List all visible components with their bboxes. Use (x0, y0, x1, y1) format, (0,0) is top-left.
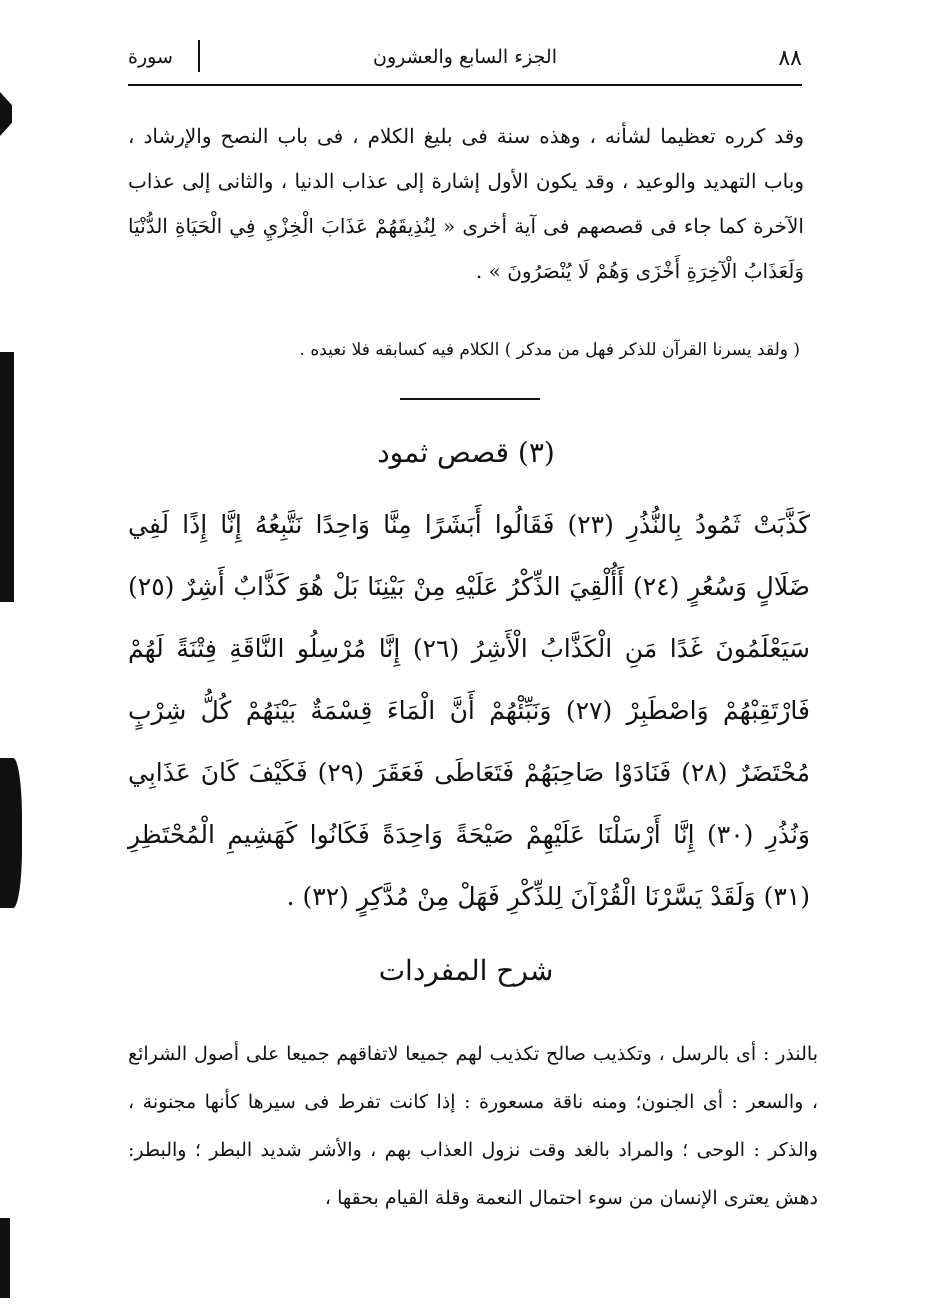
section-heading: (٣) قصص ثمود (377, 436, 555, 469)
vocabulary-paragraph: بالنذر : أى بالرسل ، وتكذيب صالح تكذيب لهم جميعا لاتفاقهم جميعا على أصول الشرائع ، والسعر : أى الجنون؛ ومنه ناقة مسعورة : إذا كانت تفرط فى سيرها كأنها مجنونة ، والذكر : الوحى ؛ والمراد بالغد وقت نزول العذاب بهم ، والأشر شديد البطر ؛ والبطر: دهش يعترى الإنسان من سوء احتمال النعمة وقلة القيام بحقها ، (128, 1043, 818, 1209)
header-rule (128, 84, 802, 86)
commentary-note: ( ولقد يسرنا القرآن للذكر فهل من مدكر ) الكلام فيه كسابقه فلا نعيده . (299, 340, 800, 360)
scan-edge-mark (0, 1218, 10, 1298)
vocabulary-heading: شرح المفردات (378, 954, 554, 987)
section-separator (400, 398, 540, 400)
header-bracket (198, 40, 204, 72)
page-header (128, 40, 802, 80)
scan-edge-mark (0, 758, 22, 908)
quran-verses: كَذَّبَتْ ثَمُودُ بِالنُّذُرِ (٢٣) فَقَالُوا أَبَشَرًا مِنَّا وَاحِدًا نَتَّبِعُهُ إِنَّا إِذًا لَفِي ضَلَالٍ وَسُعُرٍ (٢٤) أَأُلْقِيَ الذِّكْرُ عَلَيْهِ مِنْ بَيْنِنَا بَلْ هُوَ كَذَّابٌ أَشِرٌ (٢٥) سَيَعْلَمُونَ غَدًا مَنِ الْكَذَّابُ الْأَشِرُ (٢٦) إِنَّا مُرْسِلُو النَّاقَةِ فِتْنَةً لَهُمْ فَارْتَقِبْهُمْ وَاصْطَبِرْ (٢٧) وَنَبِّئْهُمْ أَنَّ الْمَاءَ قِسْمَةٌ بَيْنَهُمْ كُلُّ شِرْبٍ مُحْتَضَرٌ (٢٨) فَنَادَوْا صَاحِبَهُمْ فَتَعَاطَى فَعَقَرَ (٢٩) فَكَيْفَ كَانَ عَذَابِي وَنُذُرِ (٣٠) إِنَّا أَرْسَلْنَا عَلَيْهِمْ صَيْحَةً وَاحِدَةً فَكَانُوا كَهَشِيمِ الْمُحْتَظِرِ (٣١) وَلَقَدْ يَسَّرْنَا الْقُرْآنَ لِلذِّكْرِ فَهَلْ مِنْ مُدَّكِرٍ (٣٢) . (128, 510, 811, 911)
scan-edge-mark (0, 92, 12, 136)
running-title: الجزء السابع والعشرون (372, 46, 557, 68)
scan-edge-mark (0, 352, 14, 602)
commentary-paragraph: وقد كرره تعظيما لشأنه ، وهذه سنة فى بليغ الكلام ، فى باب النصح والإرشاد ، وباب التهديد والوعيد ، وقد يكون الأول إشارة إلى عذاب الدنيا ، والثانى إلى عذاب الآخرة كما جاء فى قصصهم فى آية أخرى « لِنُذِيقَهُمْ عَذَابَ الْخِزْيِ فِي الْحَيَاةِ الدُّنْيَا وَلَعَذَابُ الْآخِرَةِ أَخْزَى وَهُمْ لَا يُنْصَرُونَ » . (128, 124, 804, 283)
page-number: ٨٨ (778, 46, 802, 71)
surah-label: سورة (128, 46, 173, 68)
